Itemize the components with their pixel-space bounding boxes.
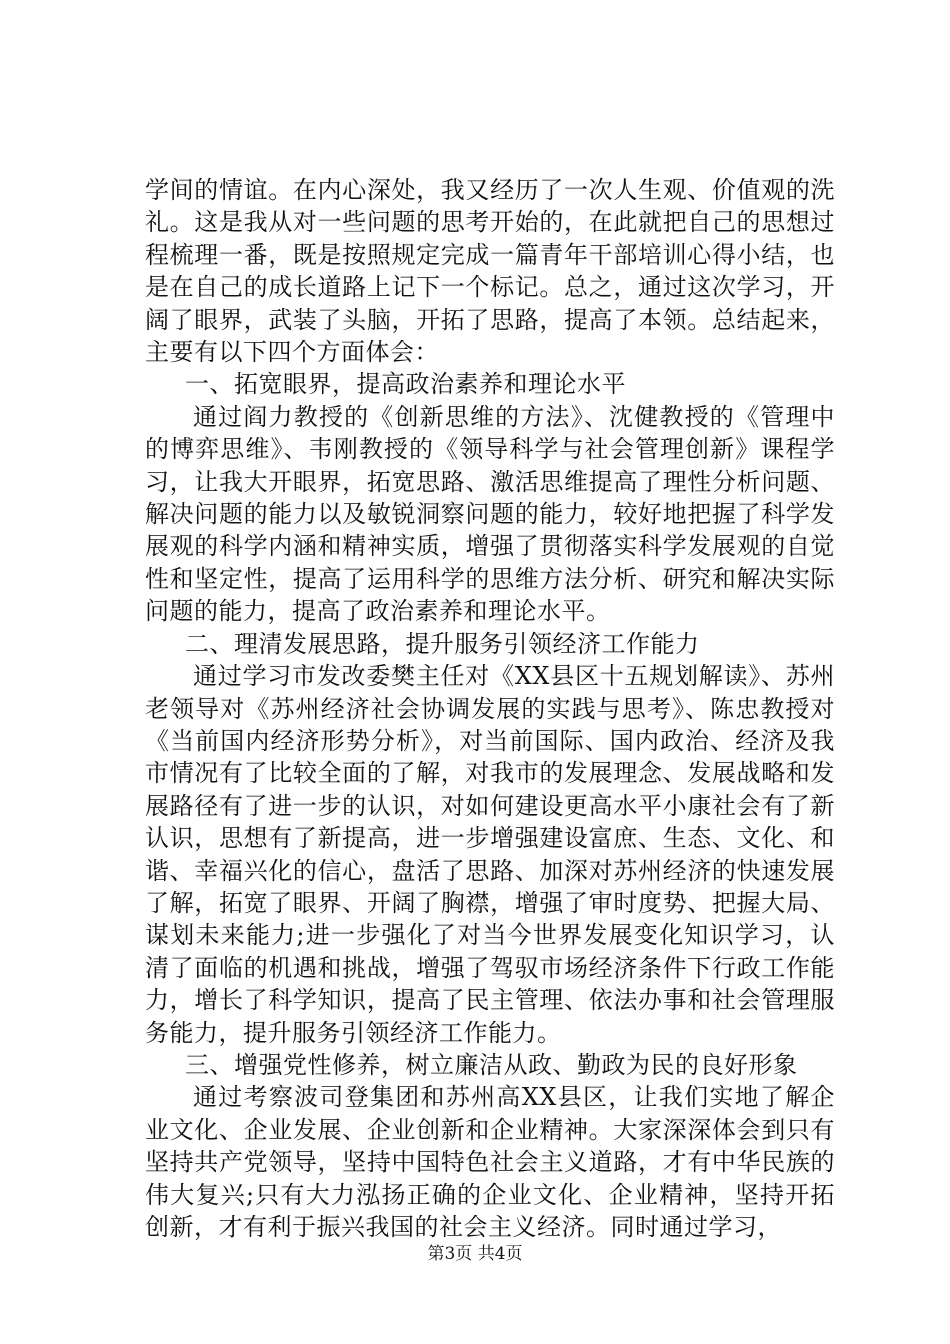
paragraph-body: 通过学习市发改委樊主任对《XX县区十五规划解读》、苏州老领导对《苏州经济社会协调发展的实践与思考》、陈忠教授对《当前国内经济形势分析》，对当前国际、国内政治、经济及我市情况有了比较全面的了解，对我市的发展理念、发展战略和发展路径有了进一步的认识，对如何建设更高水平小康社会有了新认识，思想有了新提高，进一步增强建设富庶、生态、文化、和谐、幸福兴化的信心，盘活了思路、加深对苏州经济的快速发展了解，拓宽了眼界、开阔了胸襟，增强了审时度势、把握大局、谋划未来能力;进一步强化了对当今世界发展变化知识学习，认清了面临的机遇和挑战，增强了驾驭市场经济条件下行政工作能力，增长了科学知识，提高了民主管理、依法办事和社会管理服务能力，提升服务引领经济工作能力。 [145, 662, 835, 1047]
section-heading-1: 一、拓宽眼界，提高政治素养和理论水平 [185, 370, 626, 399]
paragraph-continuation: 学间的情谊。在内心深处，我又经历了一次人生观、价值观的洗礼。这是我从对一些问题的思考开始的，在此就把自己的思想过程梳理一番，既是按照规定完成一篇青年干部培训心得小结，也是在自己的成长道路上记下一个标记。总之，通过这次学习，开阔了眼界，武装了头脑，开拓了思路，提高了本领。总结起来，主要有以下四个方面体会： [145, 176, 835, 367]
section-heading-3: 三、增强党性修养，树立廉洁从政、勤政为民的良好形象 [185, 1050, 798, 1079]
page-footer: 第3页 共4页 [427, 1244, 523, 1264]
document-body [145, 174, 835, 1243]
paragraph-body: 通过考察波司登集团和苏州高XX县区，让我们实地了解企业文化、企业发展、企业创新和企业精神。大家深深体会到只有坚持共产党领导，坚持中国特色社会主义道路，才有中华民族的伟大复兴;只有大力泓扬正确的企业文化、企业精神，坚持开拓创新，才有利于振兴我国的社会主义经济。同时通过学习， [145, 1083, 835, 1241]
paragraph-body: 通过阎力教授的《创新思维的方法》、沈健教授的《管理中的博弈思维》、韦刚教授的《领导科学与社会管理创新》课程学习，让我大开眼界，拓宽思路、激活思维提高了理性分析问题、解决问题的能力以及敏锐洞察问题的能力，较好地把握了科学发展观的科学内涵和精神实质，增强了贯彻落实科学发展观的自觉性和坚定性，提高了运用科学的思维方法分析、研究和解决实际问题的能力，提高了政治素养和理论水平。 [145, 402, 835, 626]
section-heading-2: 二、理清发展思路，提升服务引领经济工作能力 [185, 629, 700, 658]
